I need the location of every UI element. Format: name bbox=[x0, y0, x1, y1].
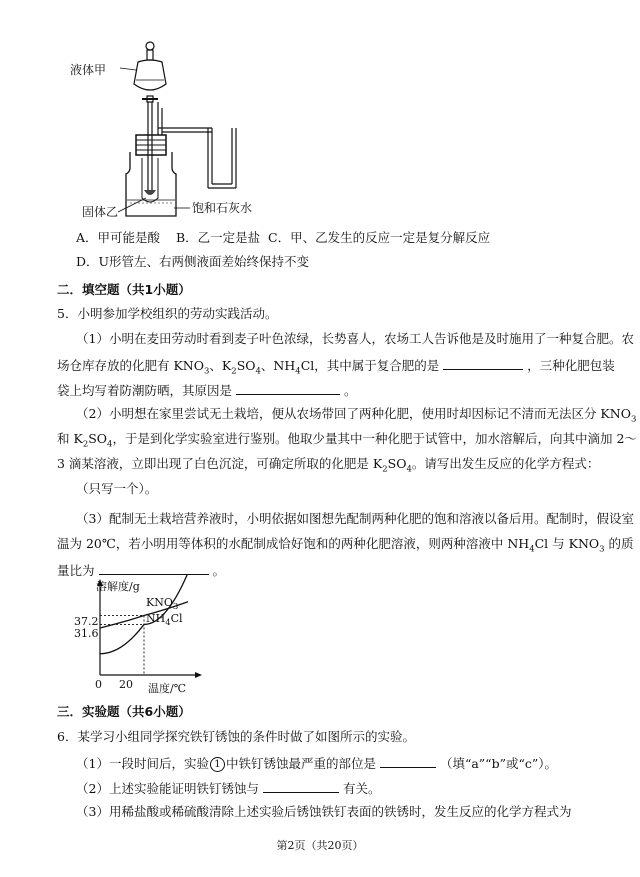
answer-blank-rust-part[interactable] bbox=[380, 753, 436, 768]
chart-ylabel: 溶解度/g bbox=[96, 580, 140, 593]
q5-p1-line3: 袋上均写着防潮防晒，其原因是 。 bbox=[57, 380, 357, 400]
q5-p1-line2: 场仓库存放的化肥有 $KNO_3$、$K_2SO_4$、$NH_4Cl$，其中属于复合肥的是 ，三种化肥包装 bbox=[57, 355, 615, 375]
section-title-fill-in: 二．填空题（共1小题） bbox=[57, 282, 191, 297]
answer-blank-compound-fertilizer[interactable] bbox=[443, 355, 523, 370]
q5-p3-line2: 温为 20℃，若小明用等体积的水配制成恰好饱和的两种化肥溶液，则两种溶液中 $NH_4Cl$ 与 $KNO_3$ 的质 bbox=[57, 536, 634, 555]
option-b: B．乙一定是盐 bbox=[176, 230, 261, 245]
y-tick-316: 31.6 bbox=[74, 627, 99, 640]
apparatus-drawing bbox=[90, 40, 290, 220]
legend-kno3: $KNO_3$ bbox=[146, 596, 179, 613]
x-tick-0: 0 bbox=[95, 678, 102, 691]
y-tick-372: 37.2 bbox=[74, 615, 99, 628]
x-axis-arrow bbox=[195, 672, 202, 678]
circled-number: 1 bbox=[210, 757, 225, 772]
q5-p2-line3: 3 滴某溶液，立即出现了白色沉淀，可确定所取的化肥是 $K_2SO_4$。请写出发生反应的化学方程式： bbox=[57, 456, 600, 475]
q5-p1-line1: （1）小明在麦田劳动时看到麦子叶色浓绿，长势喜人，农场工人告诉他是及时施用了一种复合肥。农 bbox=[76, 331, 634, 346]
label-liquid: 液体甲 bbox=[70, 63, 107, 77]
option-c: C．甲、乙发生的反应一定是复分解反应 bbox=[268, 230, 491, 245]
label-limewater: 饱和石灰水 bbox=[192, 201, 253, 215]
q5-p2-line4: （只写一个）。 bbox=[76, 481, 158, 496]
q5-p2-line1: （2）小明想在家里尝试无土栽培，便从农场带回了两种化肥，使用时却因标记不清而无法区分 $KNO_3$ bbox=[76, 406, 637, 425]
chart-xlabel: 温度/℃ bbox=[148, 682, 187, 695]
option-d: D．U形管左、右两侧液面差始终保持不变 bbox=[76, 254, 310, 269]
q6-p3: （3）用稀盐酸或稀硫酸清除上述实验后锈蚀铁钉表面的铁锈时，发生反应的化学方程式为 bbox=[76, 804, 572, 819]
q5-stem: 5．小明参加学校组织的劳动实践活动。 bbox=[57, 306, 278, 321]
option-a: A．甲可能是酸 bbox=[76, 230, 161, 245]
legend-nh4cl: $NH_4Cl$ bbox=[146, 612, 183, 629]
answer-blank-rust-factor[interactable] bbox=[263, 778, 339, 793]
q5-p2-line2: 和 $K_2SO_4$，于是到化学实验室进行鉴别。他取少量其中一种化肥于试管中，加水溶解后，向其中滴加 2～ bbox=[57, 431, 637, 450]
q5-p3-line1: （3）配制无土栽培营养液时，小明依据如图想先配制两种化肥的饱和溶液以备后用。配制时，假设室 bbox=[76, 511, 634, 526]
section-title-experiment: 三．实验题（共6小题） bbox=[57, 704, 191, 719]
answer-blank-mass-ratio[interactable] bbox=[99, 560, 209, 575]
q5-p3-line3: 量比为 。 bbox=[57, 560, 225, 580]
x-tick-20: 20 bbox=[119, 678, 133, 691]
page-footer: 第2页（共20页） bbox=[276, 839, 364, 852]
answer-blank-reason[interactable] bbox=[236, 380, 340, 395]
q6-stem: 6．某学习小组同学探究铁钉锈蚀的条件时做了如图所示的实验。 bbox=[57, 729, 415, 744]
label-solid: 固体乙 bbox=[82, 205, 119, 219]
q6-p1: （1）一段时间后，实验 1 中铁钉锈蚀最严重的部位是 （填“a”“b”或“c”）。 bbox=[76, 753, 557, 773]
q6-p2: （2）上述实验能证明铁钉锈蚀与 有关。 bbox=[76, 778, 380, 798]
